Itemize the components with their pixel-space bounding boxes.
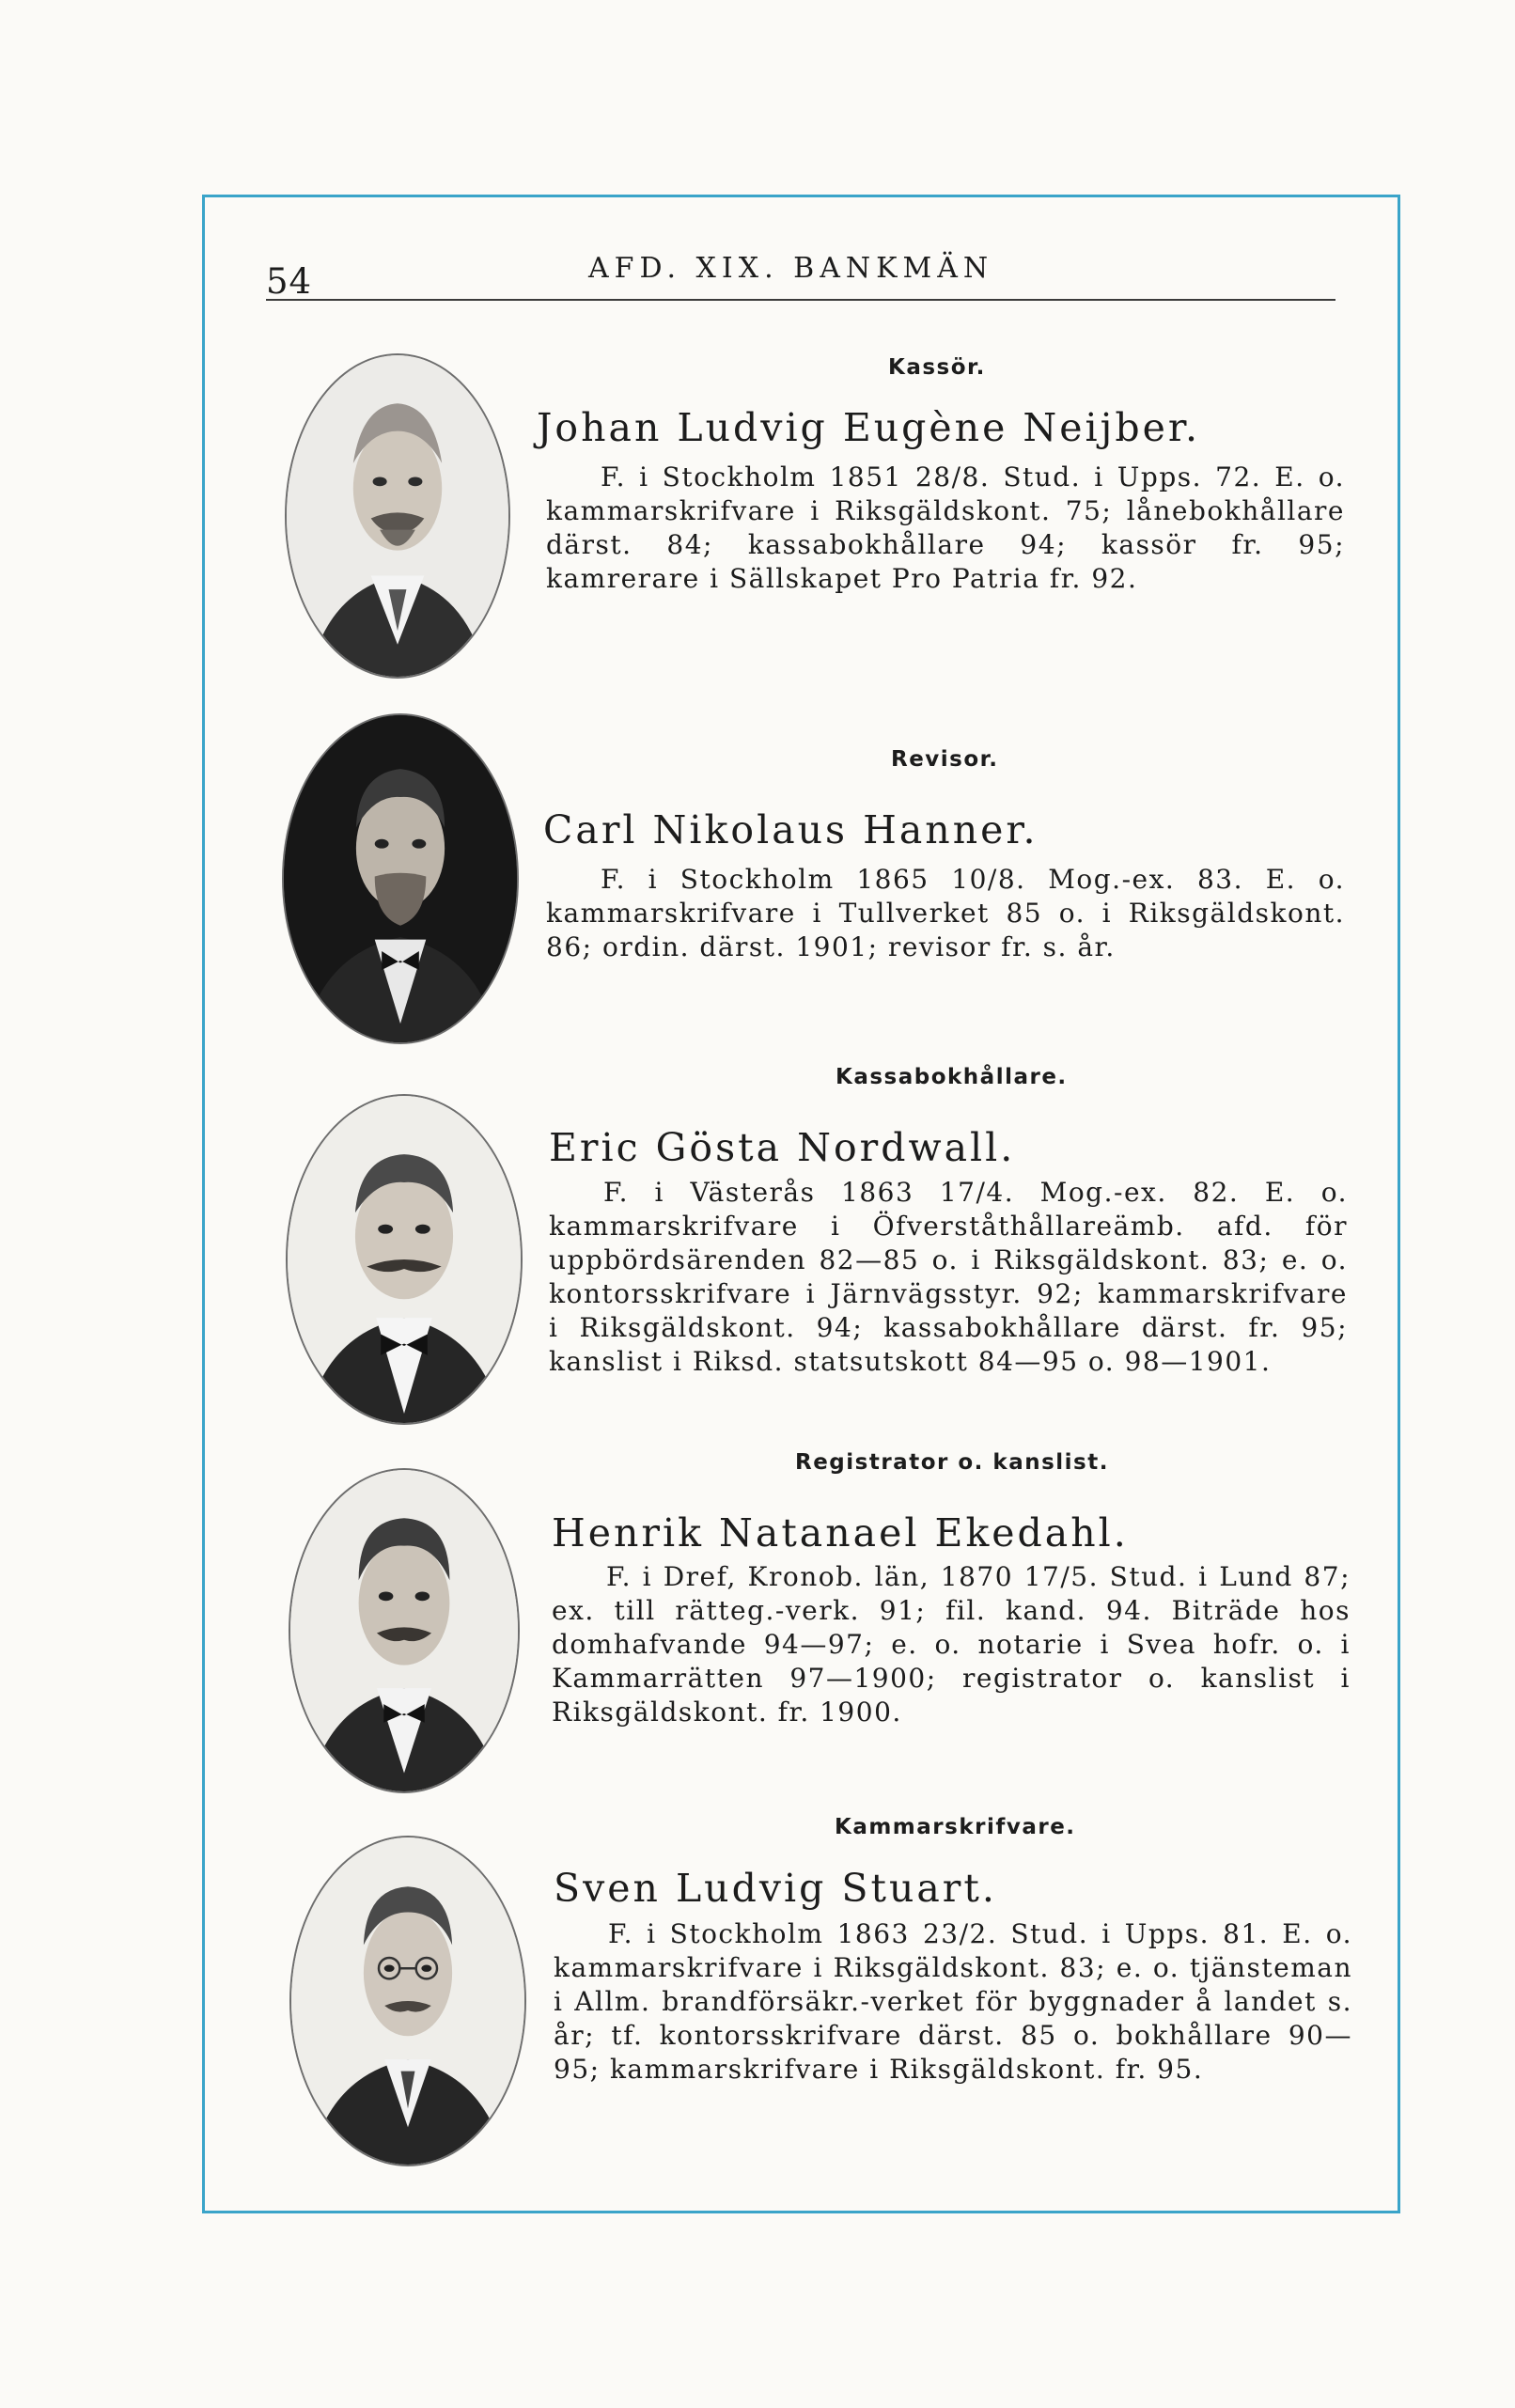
- running-head: AFD. XIX. BANKMÄN: [588, 252, 994, 285]
- biography-text: F. i Stockholm 1865 10/8. Mog.-ex. 83. E. o. kammarskrifvare i Tullverket 85 o. i Riksgäldskont. 86; ordin. därst. 1901; revisor fr. s. år.: [546, 864, 1345, 962]
- person-name: Sven Ludvig Stuart.: [554, 1866, 997, 1911]
- man-portrait-icon: [289, 1468, 520, 1793]
- biography-text: F. i Västerås 1863 17/4. Mog.-ex. 82. E. o. kammarskrifvare i Öfverståthållareämb. afd. för uppbördsärenden 82—85 o. i Riksgäldskont. 83; e. o. kontorsskrifvare i Järnvägsstyr. 92; kammarskrifvare i Riksgäldskont. 94; kassabokhållare därst. fr. 95; kanslist i Riksd. statsutskott 84—95 o. 98—1901.: [549, 1177, 1348, 1377]
- role-title: Registrator o. kanslist.: [795, 1450, 1109, 1475]
- biography-text: F. i Stockholm 1851 28/8. Stud. i Upps. 72. E. o. kammarskrifvare i Riksgäldskont. 75; lånebokhållare därst. 84; kassabokhållare 94; kassör fr. 95; kamrerare i Sällskapet Pro Patria fr. 92.: [546, 461, 1345, 594]
- man-portrait-icon: [286, 1094, 523, 1425]
- role-title: Kassör.: [888, 355, 986, 380]
- person-name: Henrik Natanael Ekedahl.: [552, 1510, 1129, 1556]
- biography-text: F. i Stockholm 1863 23/2. Stud. i Upps. 81. E. o. kammarskrifvare i Riksgäldskont. 83; e. o. tjänsteman i Allm. brandförsäkr.-verket för byggnader å landet s. år; tf. kontorsskrifvare därst. 85 o. bokhållare 90—95; kammarskrifvare i Riksgäldskont. fr. 95.: [554, 1918, 1352, 2085]
- person-name: Johan Ludvig Eugène Neijber.: [537, 405, 1200, 450]
- role-title: Kassabokhållare.: [836, 1065, 1068, 1089]
- man-portrait-icon: [289, 1836, 526, 2166]
- man-portrait-icon: [285, 353, 510, 679]
- role-title: Kammarskrifvare.: [835, 1815, 1076, 1839]
- person-name: Eric Gösta Nordwall.: [549, 1125, 1016, 1170]
- man-portrait-icon: [282, 713, 519, 1044]
- biography-text: F. i Dref, Kronob. län, 1870 17/5. Stud. i Lund 87; ex. till rätteg.-verk. 91; fil. kand. 94. Biträde hos domhafvande 94—97; e. o. notarie i Svea hofr. o. i Kammarrätten 97—1900; registrator o. kanslist i Riksgäldskont. fr. 1900.: [552, 1561, 1351, 1728]
- page-number: 54: [266, 261, 313, 302]
- header-rule: [266, 299, 1335, 301]
- role-title: Revisor.: [891, 747, 999, 772]
- person-name: Carl Nikolaus Hanner.: [543, 807, 1039, 852]
